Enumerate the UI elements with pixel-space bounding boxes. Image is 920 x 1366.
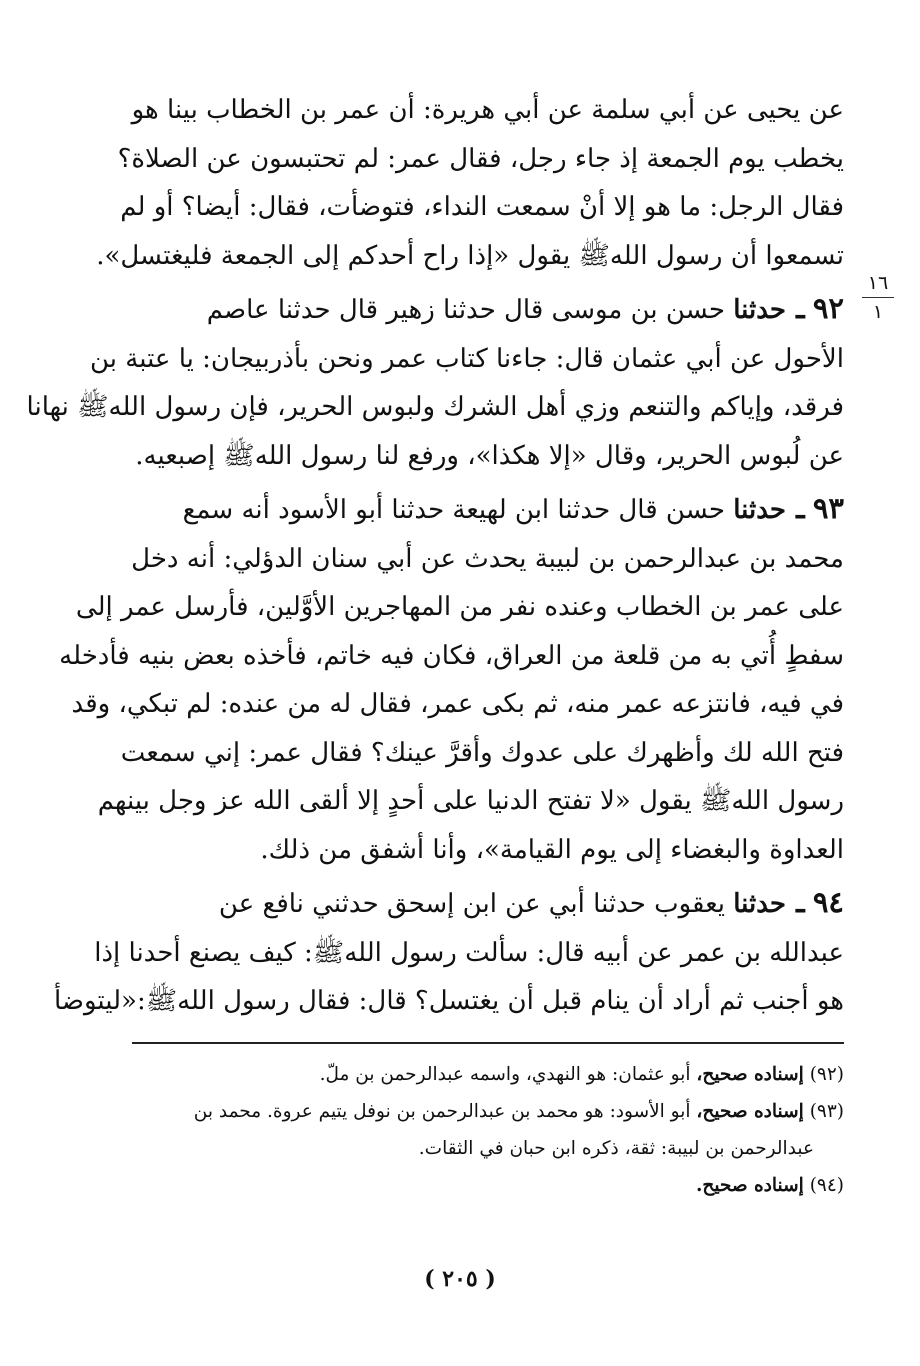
hadith-first-line-text: حسن قال حدثنا ابن لهيعة حدثنا أبو الأسود أنه سمع	[182, 495, 725, 525]
margin-volume-note	[858, 272, 898, 323]
footnote-93-continuation: عبدالرحمن بن لبيبة: ثقة، ذكره ابن حبان في الثقات.	[418, 1138, 814, 1159]
text-line: فتح الله لك وأظهرك على عدوك وأقرَّ عينك؟ فقال عمر: إني سمعت	[120, 737, 844, 768]
text-line: عن لُبوس الحرير، وقال «إلا هكذا»، ورفع لنا رسول اللهﷺ إصبعيه.	[135, 440, 844, 471]
text-line: فرقد، وإياكم والتنعم وزي أهل الشرك ولبوس الحرير، فإن رسول اللهﷺ نهانا	[26, 392, 844, 422]
hadith-opening-word: حدثنا	[733, 295, 786, 325]
text-line: العداوة والبغضاء إلى يوم القيامة»، وأنا أشفق من ذلك.	[260, 834, 844, 865]
margin-note-divider	[862, 297, 894, 298]
text-line: محمد بن عبدالرحمن بن لبيبة يحدث عن أبي سنان الدؤلي: أنه دخل	[131, 543, 844, 574]
hadith-number: ٩٤	[812, 885, 844, 919]
hadith-first-line-text: يعقوب حدثنا أبي عن ابن إسحق حدثني نافع عن	[218, 889, 725, 919]
text-line: عبدالله بن عمر عن أبيه قال: سألت رسول اللهﷺ: كيف يصنع أحدنا إذا	[94, 937, 844, 968]
text-line: يخطب يوم الجمعة إذ جاء رجل، فقال عمر: لم تحتبسون عن الصلاة؟	[117, 143, 844, 174]
footnote-text: أبو عثمان: هو النهدي، واسمه عبدالرحمن بن ملّ.	[319, 1064, 691, 1085]
text-line: في فيه، فانتزعه عمر منه، ثم بكى عمر، فقال له من عنده: لم تبكي، وقد	[71, 689, 844, 719]
page-number: ( ٢٠٥ )	[424, 1266, 496, 1292]
text-line: تسمعوا أن رسول اللهﷺ يقول «إذا راح أحدكم إلى الجمعة فليغتسل».	[96, 240, 844, 271]
footnote-93	[132, 1093, 844, 1130]
footnotes	[132, 1056, 844, 1204]
hadith-number: ٩٣	[812, 491, 844, 525]
hadith-opening-word: حدثنا	[733, 889, 786, 919]
footnote-verdict: إسناده صحيح،	[696, 1101, 804, 1122]
footnote-text: أبو الأسود: هو محمد بن عبدالرحمن بن نوفل يتيم عروة. محمد بن	[193, 1101, 691, 1122]
text-line: الأحول عن أبي عثمان قال: جاءنا كتاب عمر ونحن بأذربيجان: يا عتبة بن	[90, 343, 844, 374]
text-line: سفطٍ أُتي به من قلعة من العراق، فكان فيه خاتم، فأخذه بعض بنيه فأدخله	[59, 640, 844, 671]
text-line: عن يحيى عن أبي سلمة عن أبي هريرة: أن عمر بن الخطاب بينا هو	[131, 95, 844, 125]
footnote-verdict: إسناده صحيح،	[696, 1064, 804, 1085]
text-line: هو أجنب ثم أراد أن ينام قبل أن يغتسل؟ قال: فقال رسول اللهﷺ:«ليتوضأ	[54, 986, 844, 1016]
margin-note-top: ١٦	[867, 272, 889, 294]
hadith-first-line: ٩٢ ـ حدثنا حسن بن موسى قال حدثنا زهير قال حدثنا عاصم	[206, 291, 844, 325]
hadith-94	[54, 878, 844, 1026]
hadith-93	[59, 484, 844, 874]
footnote-number: (٩٤)	[809, 1175, 844, 1196]
hadith-opening-word: حدثنا	[733, 495, 786, 525]
footnote-number: (٩٣)	[809, 1101, 844, 1122]
hadith-number: ٩٢	[812, 291, 844, 325]
text-line: على عمر بن الخطاب وعنده نفر من المهاجرين الأوَّلين، فأرسل عمر إلى	[75, 592, 844, 622]
footnote-divider	[132, 1042, 844, 1044]
text-line: رسول اللهﷺ يقول «لا تفتح الدنيا على أحدٍ إلا ألقى الله عز وجل بينهم	[97, 786, 844, 816]
footnote-number: (٩٢)	[809, 1064, 844, 1085]
footnote-94	[132, 1167, 844, 1204]
text-line: فقال الرجل: ما هو إلا أنْ سمعت النداء، فتوضأت، فقال: أيضا؟ أو لم	[120, 192, 844, 222]
footnote-92	[132, 1056, 844, 1093]
hadith-first-line-text: حسن بن موسى قال حدثنا زهير قال حدثنا عاصم	[206, 295, 725, 325]
hadith-first-line: ٩٤ ـ حدثنا يعقوب حدثنا أبي عن ابن إسحق حدثني نافع عن	[218, 885, 844, 919]
main-text	[26, 86, 844, 1026]
hadith-92	[26, 284, 844, 480]
margin-note-bottom: ١	[872, 301, 884, 323]
hadith-first-line: ٩٣ ـ حدثنا حسن قال حدثنا ابن لهيعة حدثنا أبو الأسود أنه سمع	[182, 491, 844, 525]
footnote-verdict: إسناده صحيح.	[695, 1175, 804, 1196]
